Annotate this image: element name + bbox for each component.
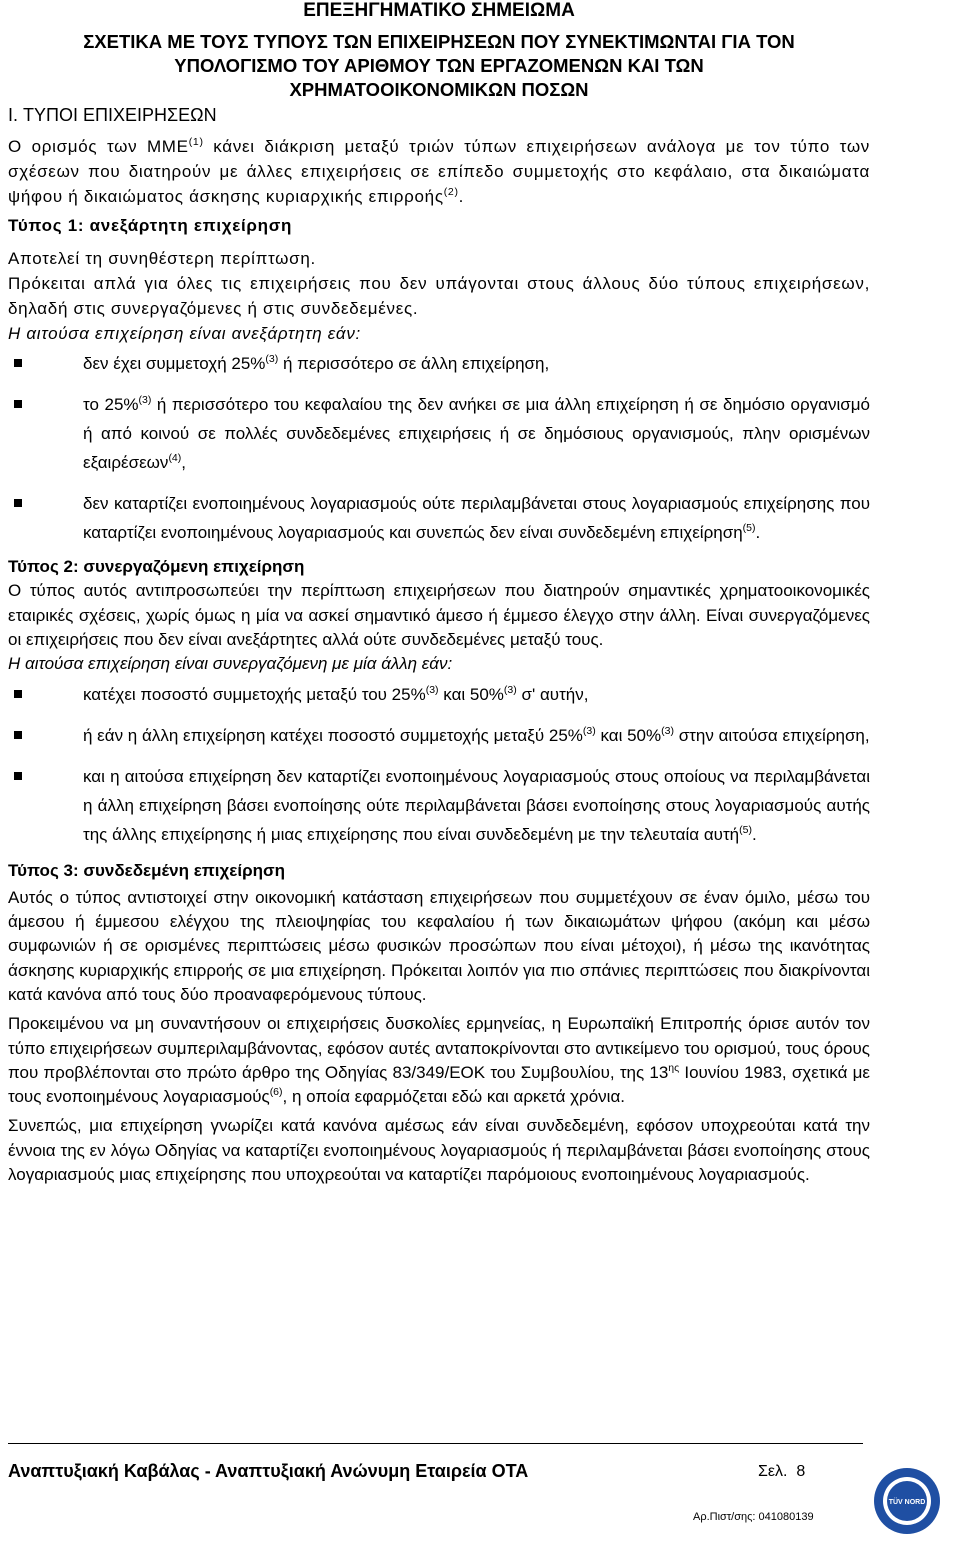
square-bullet-icon	[14, 499, 22, 507]
footnote-ref: (3)	[265, 353, 279, 365]
footnote-ref: ης	[668, 1061, 680, 1074]
list-item: δεν έχει συμμετοχή 25%$^{(3)}$ ή περισσότερο σε άλλη επιχείρηση,	[8, 349, 870, 378]
type2-condition: Η αιτούσα επιχείρηση είναι συνεργαζόμενη με μία άλλη εάν:	[8, 654, 453, 674]
document-subtitle	[0, 30, 878, 102]
seal-text: TÜV NORD	[888, 1499, 926, 1506]
type3-heading: Τύπος 3: συνδεδεμένη επιχείρηση	[8, 861, 286, 881]
type2-heading: Τύπος 2: συνεργαζόμενη επιχείρηση	[8, 557, 305, 576]
footnote-ref: (2)	[443, 186, 459, 198]
footnote-ref: (3)	[503, 684, 517, 697]
type1-heading: Τύπος 1: ανεξάρτητη επιχείρηση	[8, 216, 293, 235]
square-bullet-icon	[14, 731, 22, 739]
subtitle-line-3: ΧΡΗΜΑΤΟΟΙΚΟΝΟΜΙΚΩΝ ΠΟΣΩΝ	[289, 79, 589, 100]
list-item: ή εάν η άλλη επιχείρηση κατέχει ποσοστό συμμετοχής μεταξύ 25%$^{(3)}$ και 50%$^{(3)}$ στην αιτούσα επιχείρηση,	[8, 721, 870, 750]
section-heading: I. ΤΥΠΟΙ ΕΠΙΧΕΙΡΗΣΕΩΝ	[8, 105, 217, 125]
subtitle-line-1: ΣΧΕΤΙΚΑ ΜΕ ΤΟΥΣ ΤΥΠΟΥΣ ΤΩΝ ΕΠΙΧΕΙΡΗΣΕΩΝ ΠΟΥ ΣΥΝΕΚΤΙΜΩΝΤΑΙ ΓΙΑ ΤΟΝ	[83, 31, 795, 52]
square-bullet-icon	[14, 400, 22, 408]
document-title: ΕΠΕΞΗΓΗΜΑΤΙΚΟ ΣΗΜΕΙΩΜΑ	[303, 0, 575, 21]
intro-paragraph: Ο ορισμός των ΜΜΕ$^{(1)}$ κάνει διάκριση μεταξύ τριών τύπων επιχειρήσεων ανάλογα με τον τύπο των σχέσεων που διατηρούν με άλλες επιχειρήσεις σε επίπεδο συμμετοχής στο κεφάλαιο, στα δικαιώματα ψήφου ή δικαιώματος άσκησης κυριαρχικής επιρροής$^{(2)}$.	[8, 136, 871, 206]
list-item: το 25%$^{(3)}$ ή περισσότερο του κεφαλαίου της δεν ανήκει σε μια άλλη επιχείρηση ή σε δημόσιο οργανισμό ή από κοινού σε πολλές συνδεδεμένες επιχειρήσεις ή σε δημόσιους οργανισμούς, πλην ορισμένων εξαιρέσεων$^{(4)}$,	[8, 390, 870, 477]
footer-divider	[8, 1443, 863, 1444]
type1-bullet-list	[8, 349, 870, 547]
list-item: και η αιτούσα επιχείρηση δεν καταρτίζει ενοποιημένους λογαριασμούς στους οποίους να περιλαμβάνεται η άλλη επιχείρηση βάσει ενοποίησης ούτε περιλαμβάνεται βάσει ενοποίησης στους λογαριασμούς αυτής της άλλης επιχείρησης ή μιας επιχείρησης που είναι συνδεδεμένη με την τελευταία αυτή$^{(5)}$.	[8, 762, 870, 849]
type3-paragraph-3: Συνεπώς, μια επιχείρηση γνωρίζει κατά κανόνα αμέσως εάν είναι συνδεδεμένη, εφόσον υποχρεούται κατά την έννοια της εν λόγω Οδηγίας να καταρτίζει ενοποιημένους λογαριασμούς ή περιλαμβάνεται βάσει ενοποίησης στους λογαριασμούς μιας επιχείρησης που υποχρεούται να καταρτίζει παρόμοιους ενοποιημένους λογαριασμούς.	[8, 1116, 870, 1185]
type1-condition: Η αιτούσα επιχείρηση είναι ανεξάρτητη εάν:	[8, 324, 361, 343]
square-bullet-icon	[14, 359, 22, 367]
square-bullet-icon	[14, 690, 22, 698]
type3-paragraph-1: Αυτός ο τύπος αντιστοιχεί στην οικονομική κατάσταση επιχειρήσεων που συμμετέχουν σε έναν όμιλο, μέσω του άμεσου ή έμμεσου ελέγχου της πλειοψηφίας του κεφαλαίου ή των δικαιωμάτων ψήφου (ακόμη και μέσω συμφωνιών ή σε ορισμένες περιπτώσεις μέσω φυσικών προσώπων που είναι μέτοχοι), ή μέσω της ικανότητας άσκησης κυριαρχικής επιρροής σε μια επιχείρηση. Πρόκειται λοιπόν για πιο σπάνιες περιπτώσεις που διακρίνονται κατά κανόνα από τους δύο προαναφερόμενους τύπους.	[8, 887, 870, 1004]
footnote-ref: (1)	[188, 136, 204, 148]
footnote-ref: (5)	[739, 824, 752, 837]
footnote-ref: (3)	[425, 684, 439, 697]
type2-paragraph: Ο τύπος αυτός αντιπροσωπεύει την περίπτωση επιχειρήσεων που διατηρούν σημαντικές χρηματοοικονομικές εταιρικές σχέσεις, χωρίς όμως η μία να ασκεί σημαντικό άμεσο ή έμμεσο έλεγχο στην άλλη. Είναι συνεργαζόμενες οι επιχειρήσεις που δεν είναι ανεξάρτητες αλλά ούτε συνδεδεμένες μεταξύ τους.	[8, 581, 870, 649]
type2-bullet-list	[8, 680, 870, 849]
footnote-ref: (3)	[582, 725, 596, 738]
footnote-ref: (4)	[168, 452, 182, 464]
certificate-number: Αρ.Πιστ/σης: 041080139	[693, 1511, 814, 1523]
certification-seal-icon	[872, 1466, 942, 1536]
document-body	[8, 134, 870, 1187]
footnote-ref: (5)	[742, 522, 756, 534]
footer-organization: Αναπτυξιακή Καβάλας - Αναπτυξιακή Ανώνυμη Εταιρεία ΟΤΑ	[8, 1461, 529, 1481]
footnote-ref: (3)	[661, 725, 674, 738]
type1-intro-line: Αποτελεί τη συνηθέστερη περίπτωση.	[8, 249, 316, 268]
type1-paragraph: Πρόκειται απλά για όλες τις επιχειρήσεις που δεν υπάγονται στους άλλους δύο τύπους επιχειρήσεων, δηλαδή στις συνεργαζόμενες ή στις συνδεδεμένες.	[8, 274, 870, 318]
list-item: δεν καταρτίζει ενοποιημένους λογαριασμούς ούτε περιλαμβάνεται στους λογαριασμούς επιχείρησης που καταρτίζει ενοποιημένους λογαριασμούς και συνεπώς δεν είναι συνδεδεμένη επιχείρηση$^{(5)}$.	[8, 489, 870, 547]
square-bullet-icon	[14, 772, 22, 780]
type3-paragraph-2: Προκειμένου να μη συναντήσουν οι επιχειρήσεις δυσκολίες ερμηνείας, η Ευρωπαϊκή Επιτροπής όρισε αυτόν τον τύπο επιχειρήσεων συμπεριλαμβάνοντας, εφόσον αυτές ανταποκρίνονται στο αντικείμενο του ορισμού, τους όρους που προβλέπονται στο πρώτο άρθρο της Οδηγίας 83/349/ΕΟΚ του Συμβουλίου, της $13^{\eta\varsigma}$ Ιουνίου 1983, σχετικά με τους ενοποιημένους λογαριασμούς$^{(6)}$, η οποία εφαρμόζεται εδώ και αρκετά χρόνια.	[8, 1014, 870, 1107]
footnote-ref: (3)	[138, 394, 152, 406]
footnote-ref: (6)	[269, 1086, 283, 1099]
list-item: κατέχει ποσοστό συμμετοχής μεταξύ του 25%$^{(3)}$ και 50%$^{(3)}$ σ' αυτήν,	[8, 680, 870, 709]
subtitle-line-2: ΥΠΟΛΟΓΙΣΜΟ ΤΟΥ ΑΡΙΘΜΟΥ ΤΩΝ ΕΡΓΑΖΟΜΕΝΩΝ ΚΑΙ ΤΩΝ	[174, 55, 704, 76]
page-number: Σελ. 8	[758, 1463, 806, 1480]
